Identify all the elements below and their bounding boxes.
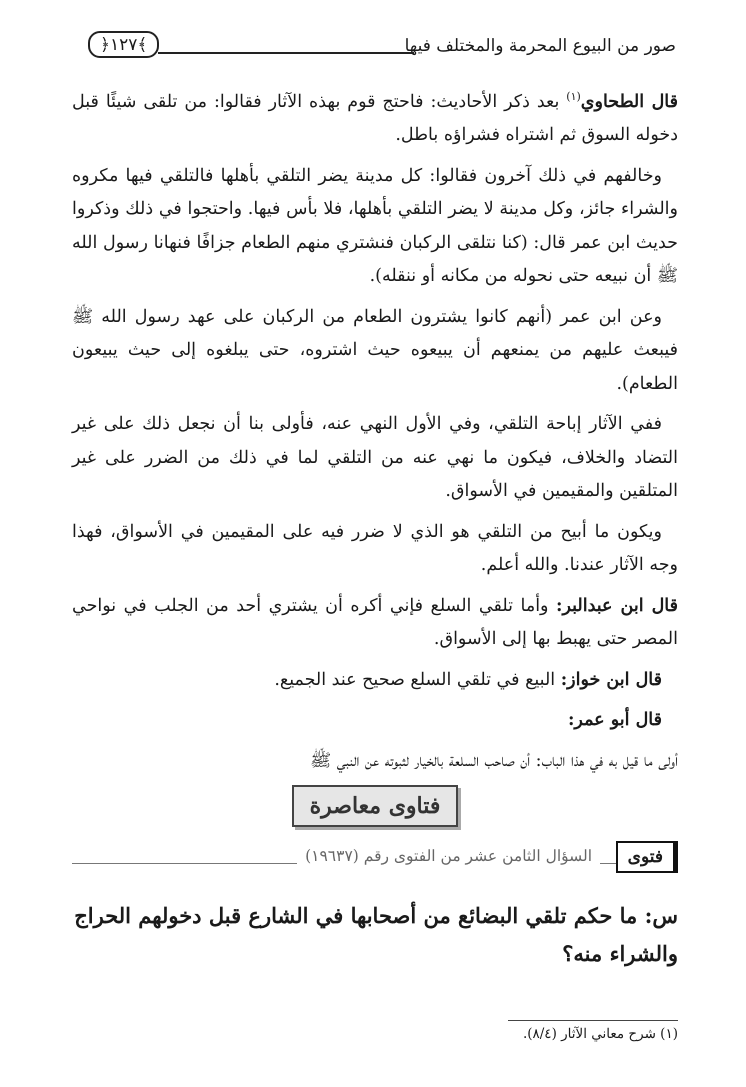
running-title: صور من البيوع المحرمة والمختلف فيها	[404, 36, 676, 56]
paragraph-abu-umar	[72, 704, 678, 738]
section-banner: فتاوى معاصرة	[292, 785, 459, 827]
paragraph-ibn-abdulbarr	[72, 590, 678, 657]
paragraph-text: ويكون ما أبيح من التلقي هو الذي لا ضرر فيه على المقيمين في الأسواق، فهذا وجه الآثار عندنا. والله أعلم.	[72, 521, 678, 576]
speaker-label: قال ابن عبدالبر:	[556, 595, 678, 616]
paragraph-tahawi	[72, 80, 678, 153]
paragraph-reconcile	[72, 408, 678, 509]
fatwa-question: س: ما حكم تلقي البضائع من أصحابها في الشارع قبل دخولهم الحراج والشراء منه؟	[74, 903, 678, 967]
paragraph-text: بعد ذكر الأحاديث: فاحتج قوم بهذه الآثار فقالوا: من تلقى شيئًا قبل دخوله السوق ثم اشتراه فشراؤه باطل.	[72, 91, 678, 146]
page-number: ﴿١٢٧﴾	[88, 31, 159, 58]
fatwa-title: السؤال الثامن عشر من الفتوى رقم (١٩٦٣٧)	[297, 847, 600, 865]
footnote-rule	[508, 1020, 678, 1021]
fatwa-label: فتوى	[616, 841, 678, 873]
paragraph-text: البيع في تلقي السلع صحيح عند الجميع.	[274, 669, 561, 690]
page-header	[80, 28, 676, 68]
fatwa-row	[72, 841, 678, 885]
footnote-marker: (١)	[566, 90, 581, 103]
paragraph-text: وخالفهم في ذلك آخرون فقالوا: كل مدينة يضر التلقي بأهلها فالتلقي فيها مكروه والشراء جائز، وكل مدينة لا يضر التلقي بأهلها، فلا بأس فيها. واحتجوا في ذلك وذكروا حديث ابن عمر قال: (كنا نتلقى الركبان فنشتري منهم الطعام جزافًا فنهانا رسول الله ﷺ أن نبيعه حتى نحوله من مكانه أو ننقله).	[72, 165, 678, 287]
section-banner-wrap	[72, 785, 678, 827]
footnote: (١) شرح معاني الآثار (٨/٤).	[522, 1026, 678, 1042]
paragraph-text: وأما تلقي السلع فإني أكره أن يشتري أحد من الجلب في نواحي المصر حتى يهبط بها إلى الأسواق.	[72, 595, 678, 650]
paragraph-ibn-khuwaz	[72, 664, 678, 698]
header-rule	[158, 52, 414, 54]
speaker-label: قال الطحاوي	[580, 91, 678, 112]
paragraph-permitted	[72, 516, 678, 583]
paragraph-text: أولى ما قيل به في هذا الباب: أن صاحب السلعة بالخيار لثبوته عن النبي ﷺ	[310, 750, 678, 771]
main-text	[72, 80, 678, 973]
paragraph-text: ففي الآثار إباحة التلقي، وفي الأول النهي عنه، فأولى بنا أن نجعل ذلك على غير التضاد والخلاف، فيكون ما نهي عنه من التلقي لما في ذلك من الضرر على غير المتلقين والمقيمين في الأسواق.	[72, 414, 678, 502]
paragraph-ruling	[72, 745, 678, 779]
paragraph-ibn-umar	[72, 301, 678, 402]
speaker-label: قال ابن خواز:	[560, 669, 662, 690]
paragraph-others	[72, 160, 678, 294]
paragraph-text: وعن ابن عمر (أنهم كانوا يشترون الطعام من الركبان على عهد رسول الله ﷺ فيبعث عليهم من يمنعهم أن يبيعوه حيث اشتروه، حتى يبلغوه إلى حيث يبيعون الطعام).	[72, 306, 678, 394]
speaker-label: قال أبو عمر:	[567, 710, 662, 731]
